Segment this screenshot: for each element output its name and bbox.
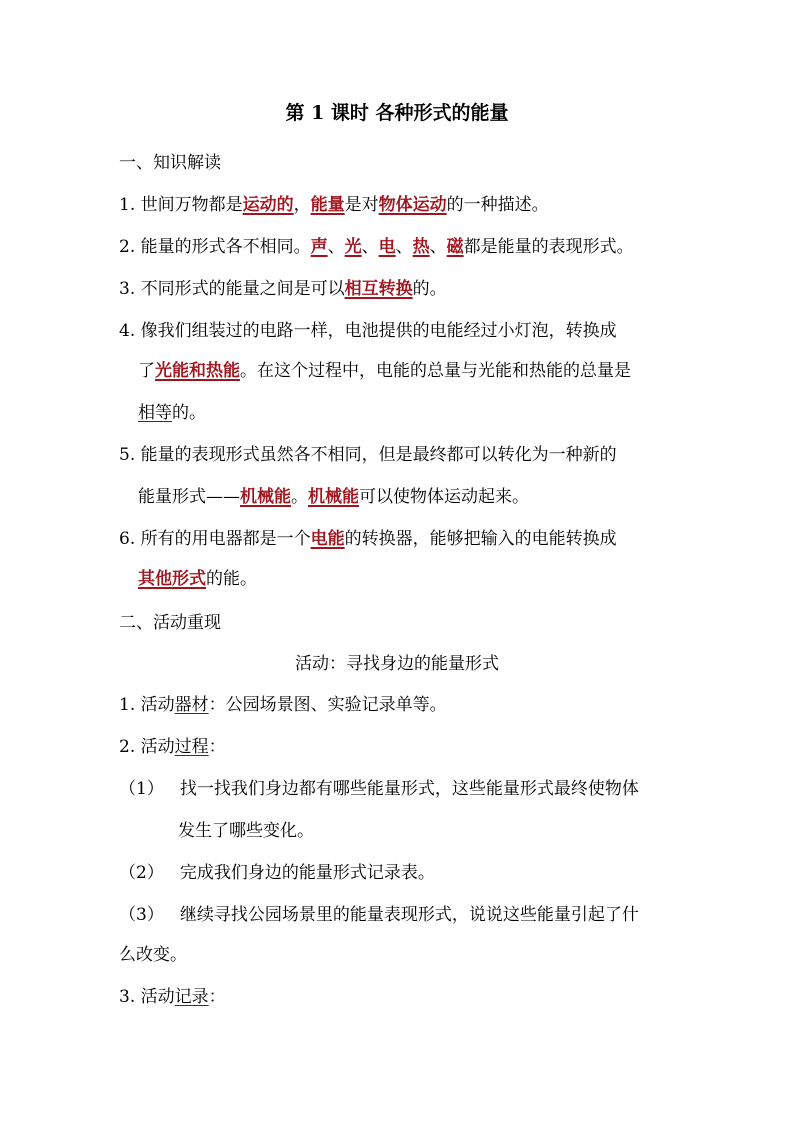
knowledge-item-5-line-2: 能量形式——机械能。机械能可以使物体运动起来。 <box>138 487 529 507</box>
activity-step-1: 1. 活动器材：公园场景图、实验记录单等。 <box>119 695 447 715</box>
answer-highlight: 声 <box>310 237 328 257</box>
answer-highlight: 运动的 <box>242 195 294 215</box>
answer-highlight: 能量 <box>310 195 345 215</box>
process-sub-3-line-2: 么改变。 <box>119 945 187 965</box>
knowledge-item-1: 1. 世间万物都是运动的，能量是对物体运动的一种描述。 <box>119 195 549 215</box>
answer-highlight: 相互转换 <box>344 279 413 299</box>
answer-highlight: 电 <box>378 237 396 257</box>
process-sub-2: （2） 完成我们身边的能量形式记录表。 <box>119 863 435 883</box>
process-sub-1-line-1: （1） 找一找我们身边都有哪些能量形式，这些能量形式最终使物体 <box>119 779 639 799</box>
page-title: 第 1 课时 各种形式的能量 <box>285 102 509 124</box>
answer-highlight: 热 <box>412 237 430 257</box>
process-sub-3-line-1: （3） 继续寻找公园场景里的能量表现形式，说说这些能量引起了什 <box>119 905 639 925</box>
knowledge-item-4-line-1: 4. 像我们组装过的电路一样，电池提供的电能经过小灯泡，转换成 <box>119 321 617 341</box>
answer-highlight: 光能和热能 <box>155 361 240 381</box>
activity-step-2: 2. 活动过程： <box>119 737 226 757</box>
sub-number: （2） <box>119 863 164 883</box>
section-heading-knowledge: 一、知识解读 <box>119 153 221 173</box>
answer-highlight: 其他形式 <box>138 569 206 589</box>
activity-step-3: 3. 活动记录： <box>119 987 226 1007</box>
knowledge-item-4-line-3: 相等的。 <box>138 403 206 423</box>
knowledge-item-4-line-2: 了光能和热能。在这个过程中，电能的总量与光能和热能的总量是 <box>138 361 631 381</box>
process-sub-1-line-2: 发生了哪些变化。 <box>178 821 314 841</box>
knowledge-item-6-line-2: 其他形式的能。 <box>138 569 257 589</box>
activity-title: 活动：寻找身边的能量形式 <box>295 654 499 674</box>
answer-highlight: 磁 <box>446 237 464 257</box>
answer-highlight: 物体运动 <box>378 195 447 215</box>
answer-highlight: 机械能 <box>308 487 359 507</box>
knowledge-item-6-line-1: 6. 所有的用电器都是一个电能的转换器，能够把输入的电能转换成 <box>119 529 617 549</box>
answer-highlight: 电能 <box>310 529 345 549</box>
sub-number: （1） <box>119 779 164 799</box>
answer-highlight: 机械能 <box>240 487 291 507</box>
section-heading-activity: 二、活动重现 <box>119 613 221 633</box>
knowledge-item-3: 3. 不同形式的能量之间是可以相互转换的。 <box>119 279 447 299</box>
knowledge-item-5-line-1: 5. 能量的表现形式虽然各不相同，但是最终都可以转化为一种新的 <box>119 445 617 465</box>
sub-number: （3） <box>119 905 164 925</box>
knowledge-item-2: 2. 能量的形式各不相同。声、光、电、热、磁都是能量的表现形式。 <box>119 237 634 257</box>
answer-highlight: 光 <box>344 237 362 257</box>
